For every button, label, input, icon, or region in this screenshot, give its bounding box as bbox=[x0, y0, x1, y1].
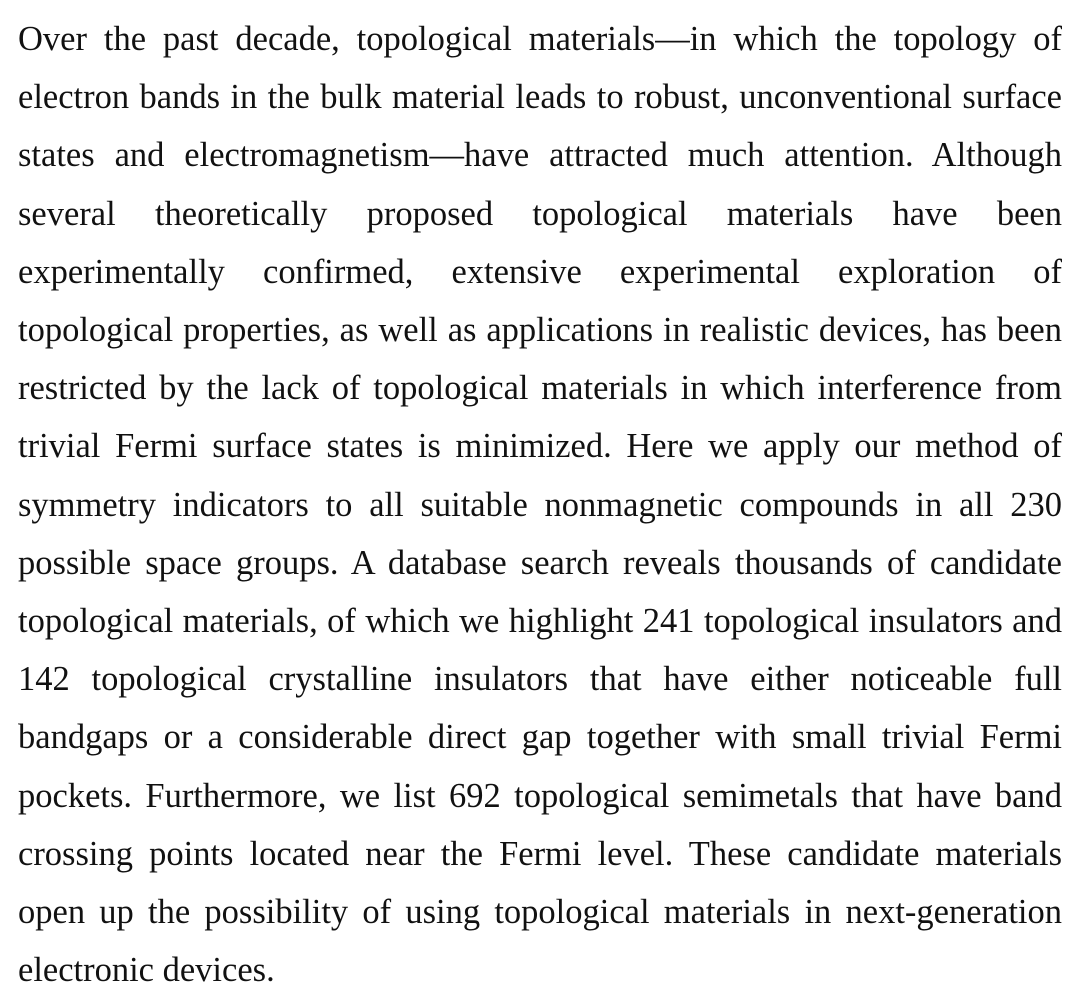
abstract-paragraph: Over the past decade, topological materials—in which the topology of electron bands in the bulk material leads to robust, unconventional surface states and electromagnetism—have attracted much attention. Although several theoretically proposed topological materials have been experimentally confirmed, extensive experimental exploration of topological properties, as well as applications in realistic devices, has been restricted by the lack of topological materials in which interference from trivial Fermi surface states is minimized. Here we apply our method of symmetry indicators to all suitable nonmagnetic compounds in all 230 possible space groups. A database search reveals thousands of candidate topological materials, of which we highlight 241 topological insulators and 142 topological crystalline insulators that have either noticeable full bandgaps or a considerable direct gap together with small trivial Fermi pockets. Furthermore, we list 692 topological semimetals that have band crossing points located near the Fermi level. These candidate materials open up the possibility of using topological materials in next-generation electronic devices. bbox=[18, 20, 1062, 990]
